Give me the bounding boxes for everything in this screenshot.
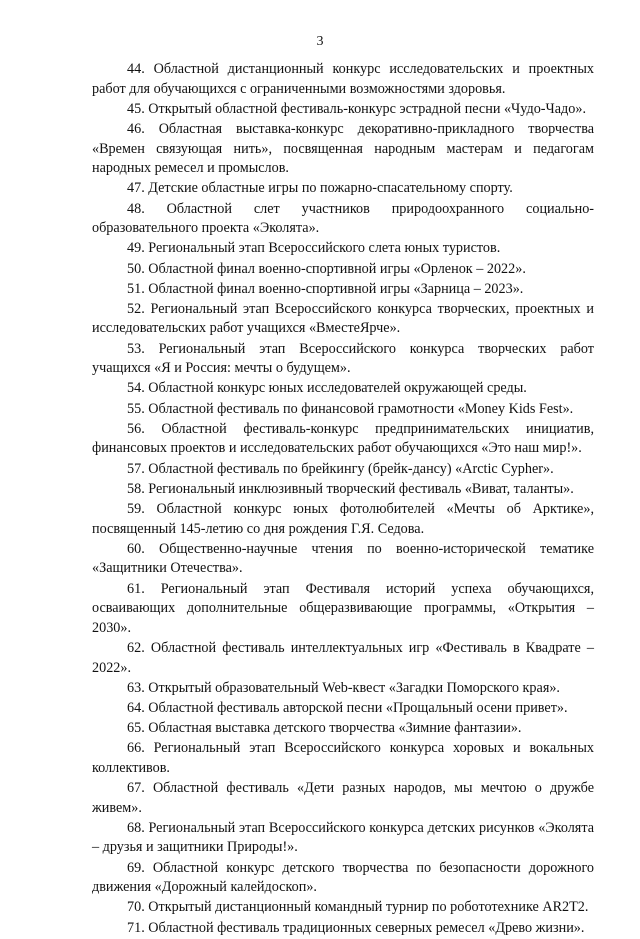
item-text: Региональный этап Всероссийского слета юных туристов.	[148, 240, 501, 257]
list-item	[92, 460, 594, 480]
item-number: 48.	[127, 200, 145, 217]
list-item	[92, 379, 594, 399]
list-item	[92, 420, 594, 459]
item-text: Областной фестиваль авторской песни «Прощальный осени привет».	[148, 699, 568, 716]
item-text: Областной фестиваль традиционных северных ремесел «Древо жизни».	[148, 919, 585, 936]
list-item	[92, 819, 594, 858]
item-number: 66.	[127, 740, 145, 757]
item-text: Региональный этап Всероссийского конкурса творческих работ учащихся «Я и Россия: мечты о будущем».	[92, 340, 594, 377]
item-text: Открытый дистанционный командный турнир по робототехнике AR2T2.	[148, 899, 589, 916]
list-item	[92, 400, 594, 420]
item-text: Областной конкурс детского творчества по безопасности дорожного движения «Дорожный калейдоскоп».	[92, 859, 595, 896]
list-item	[92, 859, 594, 898]
list-item	[92, 260, 594, 280]
list-item	[92, 480, 594, 500]
list-item	[92, 540, 594, 579]
item-text: Областной фестиваль-конкурс предпринимательских инициатив, финансовых проектов и исследовательских работ обучающихся «Это наш мир!».	[92, 420, 594, 457]
list-item	[92, 679, 594, 699]
item-text: Открытый областной фестиваль-конкурс эстрадной песни «Чудо-Чадо».	[148, 100, 586, 117]
item-number: 56.	[127, 420, 145, 437]
item-text: Детские областные игры по пожарно-спасательному спорту.	[148, 180, 513, 197]
item-number: 51.	[127, 280, 145, 297]
item-text: Областной конкурс юных исследователей окружающей среды.	[148, 380, 527, 397]
item-text: Региональный этап Всероссийского конкурса творческих, проектных и исследовательских работ учащихся «ВместеЯрче».	[92, 300, 594, 337]
item-number: 69.	[127, 859, 145, 876]
item-text: Региональный инклюзивный творческий фестиваль «Виват, таланты».	[148, 480, 574, 497]
item-text: Общественно-научные чтения по военно-исторической тематике «Защитники Отечества».	[92, 540, 594, 577]
list-item	[92, 179, 594, 199]
item-number: 52.	[127, 300, 145, 317]
item-number: 61.	[127, 580, 145, 597]
item-number: 60.	[127, 540, 145, 557]
list-item	[92, 739, 594, 778]
item-number: 65.	[127, 720, 145, 737]
list-item	[92, 898, 594, 918]
item-number: 64.	[127, 699, 145, 716]
list-item	[92, 340, 594, 379]
item-text: Региональный этап Всероссийского конкурса хоровых и вокальных коллективов.	[92, 740, 595, 776]
list-item	[92, 60, 594, 99]
item-number: 63.	[127, 679, 145, 696]
item-number: 71.	[127, 919, 145, 936]
list-item	[92, 719, 594, 739]
item-number: 47.	[127, 180, 145, 197]
item-number: 62.	[127, 639, 145, 656]
item-text: Областной конкурс юных фотолюбителей «Мечты об Арктике», посвященный 145-летию со дня рождения Г.Я. Седова.	[92, 500, 594, 537]
list-item	[92, 300, 594, 339]
list-item	[92, 779, 594, 818]
list-item	[92, 919, 594, 939]
item-number: 46.	[127, 120, 145, 137]
item-text: Областной слет участников природоохранного социально-образовательного проекта «Эколята».	[92, 200, 595, 237]
list-item	[92, 100, 594, 120]
item-number: 45.	[127, 100, 145, 117]
item-text: Региональный этап Всероссийского конкурса детских рисунков «Эколята – друзья и защитники Природы!».	[92, 819, 595, 856]
item-text: Областной фестиваль по финансовой грамотности «Money Kids Fest».	[148, 400, 574, 417]
item-text: Областная выставка детского творчества «Зимние фантазии».	[148, 720, 522, 737]
item-number: 70.	[127, 899, 145, 916]
item-number: 54.	[127, 380, 145, 397]
item-number: 58.	[127, 480, 145, 497]
item-number: 57.	[127, 460, 145, 477]
item-text: Областной дистанционный конкурс исследовательских и проектных работ для обучающихся с ограниченными возможностями здоровья.	[92, 61, 595, 97]
item-number: 44.	[127, 61, 145, 77]
list-item	[92, 239, 594, 259]
item-number: 49.	[127, 240, 145, 257]
item-number: 50.	[127, 260, 145, 277]
item-text: Областной фестиваль интеллектуальных игр «Фестиваль в Квадрате – 2022».	[92, 639, 594, 676]
item-text: Областной фестиваль «Дети разных народов, мы мечтою о дружбе живем».	[92, 780, 595, 816]
item-text: Областной фестиваль по брейкингу (брейк-дансу) «Arctic Cypher».	[148, 460, 554, 477]
list-item	[92, 699, 594, 719]
item-text: Открытый образовательный Web-квест «Загадки Поморского края».	[148, 679, 560, 696]
item-text: Областная выставка-конкурс декоративно-прикладного творчества «Времен связующая нить», посвященная народным мастерам и педагогам народных ремесел и промыслов.	[92, 120, 595, 177]
list-item	[92, 500, 594, 539]
item-text: Областной финал военно-спортивной игры «Зарница – 2023».	[148, 280, 524, 297]
list-item	[92, 580, 594, 639]
item-number: 67.	[127, 780, 145, 797]
item-text: Региональный этап Фестиваля историй успеха обучающихся, осваивающих дополнительные общеразвивающие программы, «Открытия – 2030».	[92, 580, 595, 636]
item-number: 68.	[127, 819, 145, 836]
document-body	[92, 60, 594, 939]
item-number: 53.	[127, 340, 145, 357]
list-item	[92, 200, 594, 239]
list-item	[92, 639, 594, 678]
list-item	[92, 120, 594, 179]
page-number: 3	[316, 34, 324, 49]
list-item	[92, 280, 594, 300]
item-number: 55.	[127, 400, 145, 417]
item-number: 59.	[127, 500, 145, 517]
item-text: Областной финал военно-спортивной игры «Орленок – 2022».	[148, 260, 526, 277]
